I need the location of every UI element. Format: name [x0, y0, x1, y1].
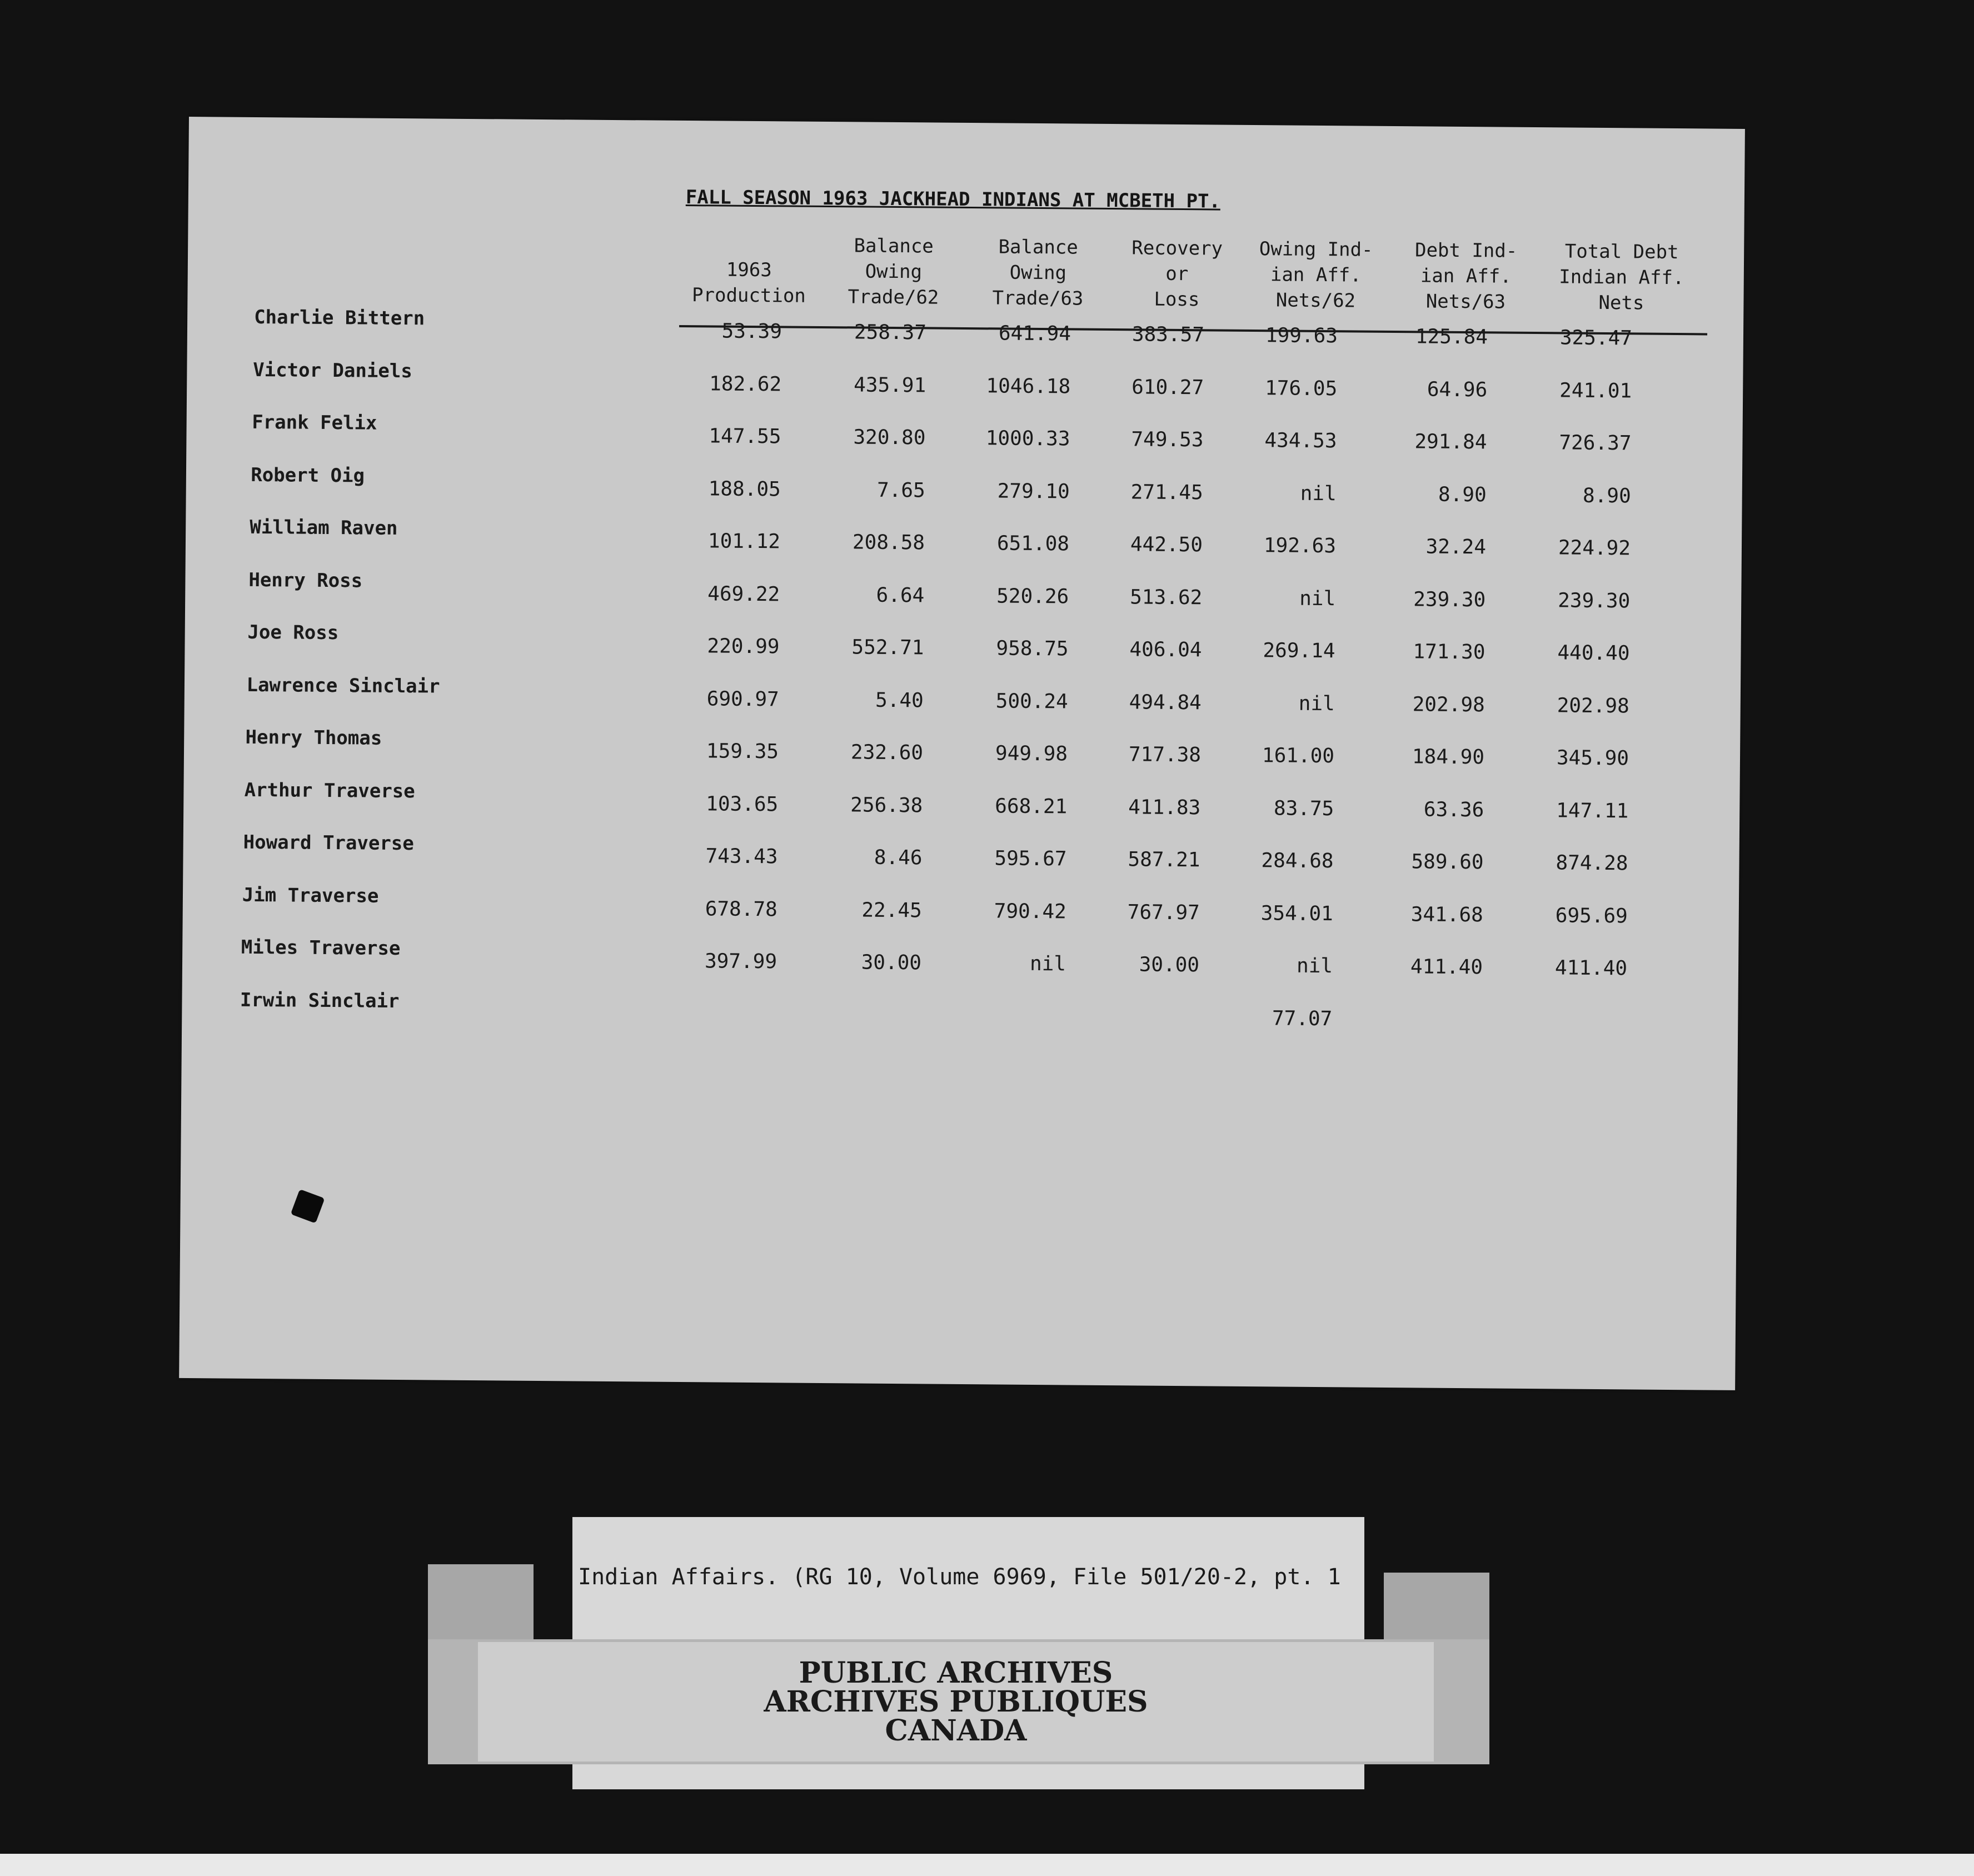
row-value: 790.42 — [994, 899, 1066, 923]
row-value: 239.30 — [1558, 588, 1631, 612]
row-value: 7.65 — [876, 478, 925, 502]
row-value: 341.68 — [1410, 902, 1483, 926]
row-name: Howard Traverse — [243, 831, 414, 855]
row-value: 397.99 — [704, 950, 777, 974]
row-value: 8.90 — [1438, 483, 1487, 506]
row-value: 383.57 — [1131, 323, 1205, 347]
row-name: Miles Traverse — [241, 936, 401, 960]
row-value: 434.53 — [1264, 429, 1337, 453]
row-value: 651.08 — [996, 532, 1070, 556]
archive-reference: Indian Affairs. (RG 10, Volume 6969, File 501/20-2, pt. 1 — [578, 1564, 1341, 1590]
row-value: 8.90 — [1582, 484, 1631, 507]
row-value: 1046.18 — [986, 374, 1071, 398]
header-production: 1963 Production — [691, 258, 806, 307]
row-value: 159.35 — [706, 740, 779, 764]
row-value: 469.22 — [707, 582, 780, 606]
row-value: 320.80 — [853, 426, 926, 450]
row-value: 690.97 — [706, 687, 779, 711]
row-value: 743.43 — [705, 845, 778, 869]
row-value: 147.55 — [709, 425, 781, 448]
row-value: 241.01 — [1559, 378, 1632, 402]
header-total-debt: Total Debt Indian Aff. Nets — [1559, 240, 1684, 315]
row-value: 500.24 — [995, 689, 1068, 713]
row-value: 171.30 — [1413, 640, 1486, 664]
row-value: 678.78 — [705, 897, 777, 921]
row-value: nil — [1298, 692, 1335, 715]
row-name: Lawrence Sinclair — [246, 673, 440, 698]
document-page — [179, 117, 1745, 1390]
row-value: 125.84 — [1415, 325, 1488, 349]
row-name: William Raven — [250, 516, 398, 540]
row-value: 345.90 — [1556, 746, 1629, 770]
row-value: 610.27 — [1131, 375, 1204, 399]
row-value: 949.98 — [995, 742, 1068, 766]
row-value: 188.05 — [708, 477, 781, 501]
row-value: 513.62 — [1130, 585, 1203, 609]
row-value: 589.60 — [1411, 850, 1484, 874]
row-value: 354.01 — [1260, 901, 1333, 925]
row-value: 874.28 — [1556, 851, 1628, 875]
film-edge-strip — [0, 1854, 1974, 1876]
row-value: 717.38 — [1128, 743, 1202, 767]
row-value: 440.40 — [1557, 641, 1630, 665]
row-name: Henry Ross — [248, 568, 363, 592]
row-value: 184.90 — [1412, 745, 1485, 769]
row-name: Charlie Bittern — [254, 306, 425, 330]
row-value: 224.92 — [1558, 536, 1631, 560]
row-value: nil — [1299, 587, 1336, 610]
header-recovery-loss: Recovery or Loss — [1131, 237, 1223, 311]
stamp-public-archives: PUBLIC ARCHIVES — [799, 1656, 1113, 1690]
row-value: 1000.33 — [985, 427, 1070, 451]
row-value: 269.14 — [1263, 639, 1335, 663]
row-value: 8.46 — [874, 846, 923, 870]
header-owing-nets-62: Owing Ind- ian Aff. Nets/62 — [1259, 238, 1373, 312]
row-value: 406.04 — [1129, 638, 1202, 662]
row-value: 101.12 — [707, 530, 781, 553]
row-name: Joe Ross — [247, 621, 339, 645]
row-value: nil — [1029, 952, 1066, 976]
row-value: 325.47 — [1559, 326, 1633, 350]
row-value: 587.21 — [1128, 848, 1200, 872]
row-value: 202.98 — [1412, 692, 1485, 716]
row-value: 271.45 — [1130, 480, 1203, 504]
row-value: 30.00 — [1139, 953, 1200, 977]
row-value: 103.65 — [706, 792, 779, 816]
row-value: 6.64 — [876, 583, 925, 607]
row-name: Henry Thomas — [245, 726, 382, 750]
row-name: Jim Traverse — [242, 884, 379, 907]
row-value: 30.00 — [861, 951, 922, 975]
row-value: 749.53 — [1131, 428, 1204, 452]
row-value: 411.40 — [1410, 955, 1483, 979]
row-value: 442.50 — [1130, 533, 1203, 557]
row-value: 958.75 — [996, 637, 1069, 661]
row-value: 726.37 — [1559, 431, 1632, 455]
row-value: 182.62 — [709, 372, 782, 396]
document-title: FALL SEASON 1963 JACKHEAD INDIANS AT MCBETH PT. — [685, 186, 1221, 213]
row-name: Frank Felix — [252, 411, 377, 435]
row-value: 53.39 — [721, 320, 782, 343]
row-value: 5.40 — [875, 688, 924, 712]
row-value: 520.26 — [996, 584, 1069, 608]
row-value: 291.84 — [1414, 430, 1487, 454]
header-balance-trade-63: Balance Owing Trade/63 — [992, 236, 1084, 310]
row-value: 767.97 — [1127, 900, 1200, 924]
row-value: 695.69 — [1555, 904, 1628, 927]
row-value: 279.10 — [997, 479, 1070, 503]
row-value: 595.67 — [994, 847, 1067, 871]
row-value: 256.38 — [850, 793, 923, 817]
row-value: 192.63 — [1263, 534, 1337, 558]
row-value: 220.99 — [707, 635, 780, 658]
row-value: 32.24 — [1425, 535, 1487, 559]
row-value: 176.05 — [1265, 376, 1338, 400]
row-name: Arthur Traverse — [244, 779, 415, 802]
row-value: 411.40 — [1554, 956, 1628, 980]
row-value: 232.60 — [850, 741, 924, 765]
header-balance-trade-62: Balance Owing Trade/62 — [848, 234, 939, 309]
row-value: nil — [1296, 954, 1333, 978]
row-value: 494.84 — [1129, 690, 1202, 714]
row-value: 239.30 — [1413, 587, 1486, 611]
row-value: 284.68 — [1261, 849, 1334, 873]
row-value: 202.98 — [1557, 693, 1629, 717]
row-value: 552.71 — [851, 636, 924, 660]
row-value: 668.21 — [995, 794, 1068, 818]
row-value: 63.36 — [1423, 797, 1484, 821]
row-value: 199.63 — [1265, 324, 1338, 348]
row-value: 22.45 — [861, 899, 922, 922]
ink-blot — [291, 1189, 325, 1224]
row-value: 208.58 — [852, 531, 925, 555]
row-value: nil — [1300, 482, 1337, 505]
row-value: 161.00 — [1262, 744, 1335, 768]
row-value — [960, 1004, 1065, 1005]
stamp-archives-publiques: ARCHIVES PUBLIQUES — [764, 1685, 1148, 1719]
stamp-canada: CANADA — [885, 1714, 1027, 1748]
header-debt-nets-63: Debt Ind- ian Aff. Nets/63 — [1414, 239, 1518, 313]
row-name: Irwin Sinclair — [240, 989, 400, 1012]
row-value: 641.94 — [998, 322, 1071, 346]
row-value: 258.37 — [854, 321, 927, 345]
row-value — [816, 1003, 921, 1004]
row-name: Robert Oig — [251, 463, 365, 487]
row-value: 83.75 — [1273, 796, 1334, 820]
row-value: 77.07 — [1272, 1006, 1333, 1030]
row-value — [1377, 1007, 1482, 1008]
row-value: 411.83 — [1128, 795, 1201, 819]
row-value: 435.91 — [854, 373, 926, 397]
row-value: 64.96 — [1427, 378, 1488, 401]
row-value: 147.11 — [1556, 799, 1629, 822]
row-name: Victor Daniels — [253, 358, 412, 382]
row-value — [1093, 1005, 1199, 1006]
